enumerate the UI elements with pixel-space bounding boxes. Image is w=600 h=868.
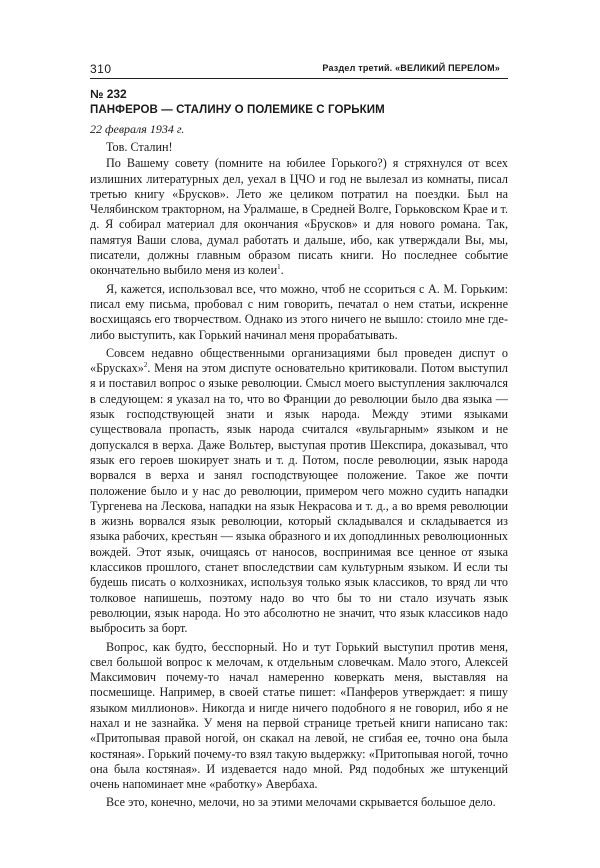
section-title: Раздел третий. «ВЕЛИКИЙ ПЕРЕЛОМ» [322,63,500,73]
paragraph: Вопрос, как будто, бесспорный. Но и тут Горький выступил против меня, свел большой вопрос к мелочам, к отдельным словечкам. Мало этого, Алексей Максимович почему-то начал намеренно коверкать меня, выставляя на посмешище. Например, в своей статье пишет: «Панферов утверждает: я пишу языком миллионов». Никогда и нигде ничего подобного я не говорил, ибо я не нахал и не зазнайка. У меня на первой странице третьей книги написано так: «Притопывая правой ногой, он скакал на левой, не сгибая ее, точно она была костяная». Горький почему-то взял такую выдержку: «Притопывая ногой, точно она была костяная». И издевается надо мной. Ряд подобных же штукенций очень напоминает мне «работку» Авербаха. [90,639,508,792]
paragraph-text: По Вашему совету (помните на юбилее Горького?) я стряхнулся от всех излишних литературных дел, уехал в ЦЧО и год не вылезал из комнаты, писал третью книгу «Брусков». Лето же целиком потратил на поездки. Был на Челябинском тракторном, на Уралмаше, в Средней Волге, Горьковском Крае и т. д. Я собирал материал для окончания «Брусков» и для нового романа. Так, памятуя Ваши слова, думал работать и дальше, ибо, как утверждали Вы, мы, писатели, должны главным образом писать книги. Но последнее событие окончательно выбило меня из колеи [90,156,508,278]
paragraph: Я, кажется, использовал все, что можно, чтоб не ссориться с А. М. Горьким: писал ему письма, пробовал с ним говорить, печатал о нем статьи, искренне восхищаясь его творчеством. Однако из этого ничего не вышло: стоило мне где-либо выступить, как Горький начинал меня прорабатывать. [90,281,508,342]
document-title: ПАНФЕРОВ — СТАЛИНУ О ПОЛЕМИКЕ С ГОРЬКИМ [90,104,385,116]
paragraph [90,346,508,637]
salutation: Тов. Сталин! [106,140,173,154]
footnote-mark: 1 [277,263,281,272]
document-number: № 232 [90,87,127,101]
letter-body [90,140,508,814]
document-date: 22 февраля 1934 г. [90,122,185,136]
paragraph-text: Совсем недавно общественными организациями был проведен диспут о «Брусках» [90,345,508,376]
footnote-mark: 2 [143,361,148,370]
paragraph-text-continued: . Меня на этом диспуте основательно критиковали. Потом выступил я и поставил вопрос о языке революции. Смысл моего выступления заключался в следующем: я указал на то, что во Франции до революции было два языка — язык господствующей знати и язык народа. Между этими языками существовала пропасть, язык народа считался «вульгарным» языком и не допускался в верха. Даже Вольтер, выступая против Шекспира, доказывал, что язык его героев шокирует знать и т. д. Потом, после революции, язык народа ворвался в верха и занял господствующее положение. Такое же почти положение было и у нас до революции, примером чего можно судить нападки Тургенева на Лескова, нападки на язык Некрасова и т. д., а во время революции в жизнь ворвался язык революции, который складывался и складывается из языка рабочих, крестьян — языка образного и их доподлинных революционных вождей. Этот язык, очищаясь от наносов, воспринимая все ценное от языка классиков прошлого, станет впоследствии сам культурным языком. И если ты будешь писать о колхозниках, используя только язык классиков, то вряд ли что толковое напишешь, поэтому надо во что бы то ни стало изучать язык революции, язык народа. Но это абсолютно не значит, что язык классиков надо выбросить за борт. [90,361,508,636]
paragraph: По Вашему совету (помните на юбилее Горького?) я стряхнулся от всех излишних литературных дел, уехал в ЦЧО и год не вылезал из комнаты, писал третью книгу «Брусков». Лето же целиком потратил на поездки. Был на Челябинском тракторном, на Уралмаше, в Средней Волге, Горьковском Крае и т. д. Я собирал материал для окончания «Брусков» и для нового романа. Так, памятуя Ваши слова, думал работать и дальше, ибо, как утверждали Вы, мы, писатели, должны главным образом писать книги. Но последнее событие окончательно выбило меня из колеи$^1$. [90,156,508,278]
page-number: 310 [90,62,112,76]
running-head [90,62,508,79]
paragraph: Все это, конечно, мелочи, но за этими мелочами скрывается большое дело. [106,795,496,810]
